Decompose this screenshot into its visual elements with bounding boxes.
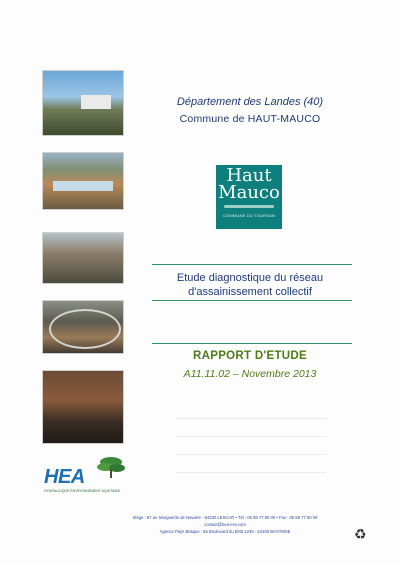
footer-agency: Agence Pays Basque : 65 Boulevard du BAB 1245 - 64100 BAYONNE (159, 529, 291, 534)
photo-pipes (42, 370, 124, 444)
logo-river-shape (224, 205, 274, 208)
logo-line-1: Haut (226, 165, 272, 186)
water-shape (53, 181, 113, 191)
clarifier-ring (49, 309, 121, 349)
recycle-icon: ♻ (354, 526, 367, 542)
hea-logo-text: HEA (44, 466, 85, 488)
department-title: Département des Landes (40) (176, 96, 324, 108)
commune-title: Commune de HAUT-MAUCO (179, 113, 321, 125)
report-type: RAPPORT D'ETUDE (193, 350, 307, 362)
divider-middle (152, 300, 352, 301)
footer-address: Siège : 67 av. Marguerite de Navarre - 64230 LESCAR • Tél : 05 59 77 50 00 • Fax : 05 59 77 50 09 (132, 515, 318, 520)
photo-river (42, 152, 124, 210)
hea-tagline: HYDRAULIQUE ENVIRONNEMENT AQUITAINE (44, 489, 121, 493)
study-title-line-1: Etude diagnostique du réseau (176, 272, 324, 284)
photo-clarifier (42, 300, 124, 354)
photo-treatment-building (42, 70, 124, 136)
logo-subtitle: COMMUNE DU TOURSAN (222, 213, 276, 218)
tree-icon (94, 456, 128, 478)
report-reference: A11.11.02 – Novembre 2013 (183, 368, 317, 380)
bleed-through-watermark (176, 418, 326, 488)
photo-treatment-basins (42, 232, 124, 284)
footer-email: contact@hea-env.com (204, 522, 246, 527)
divider-bottom (152, 343, 352, 344)
hea-logo (44, 456, 134, 496)
study-title-line-2: d'assainissement collectif (188, 286, 312, 298)
building-shape (81, 95, 111, 109)
logo-line-2: Mauco (218, 182, 280, 203)
haut-mauco-logo (216, 165, 282, 229)
divider-top (152, 264, 352, 265)
study-title (150, 271, 350, 299)
